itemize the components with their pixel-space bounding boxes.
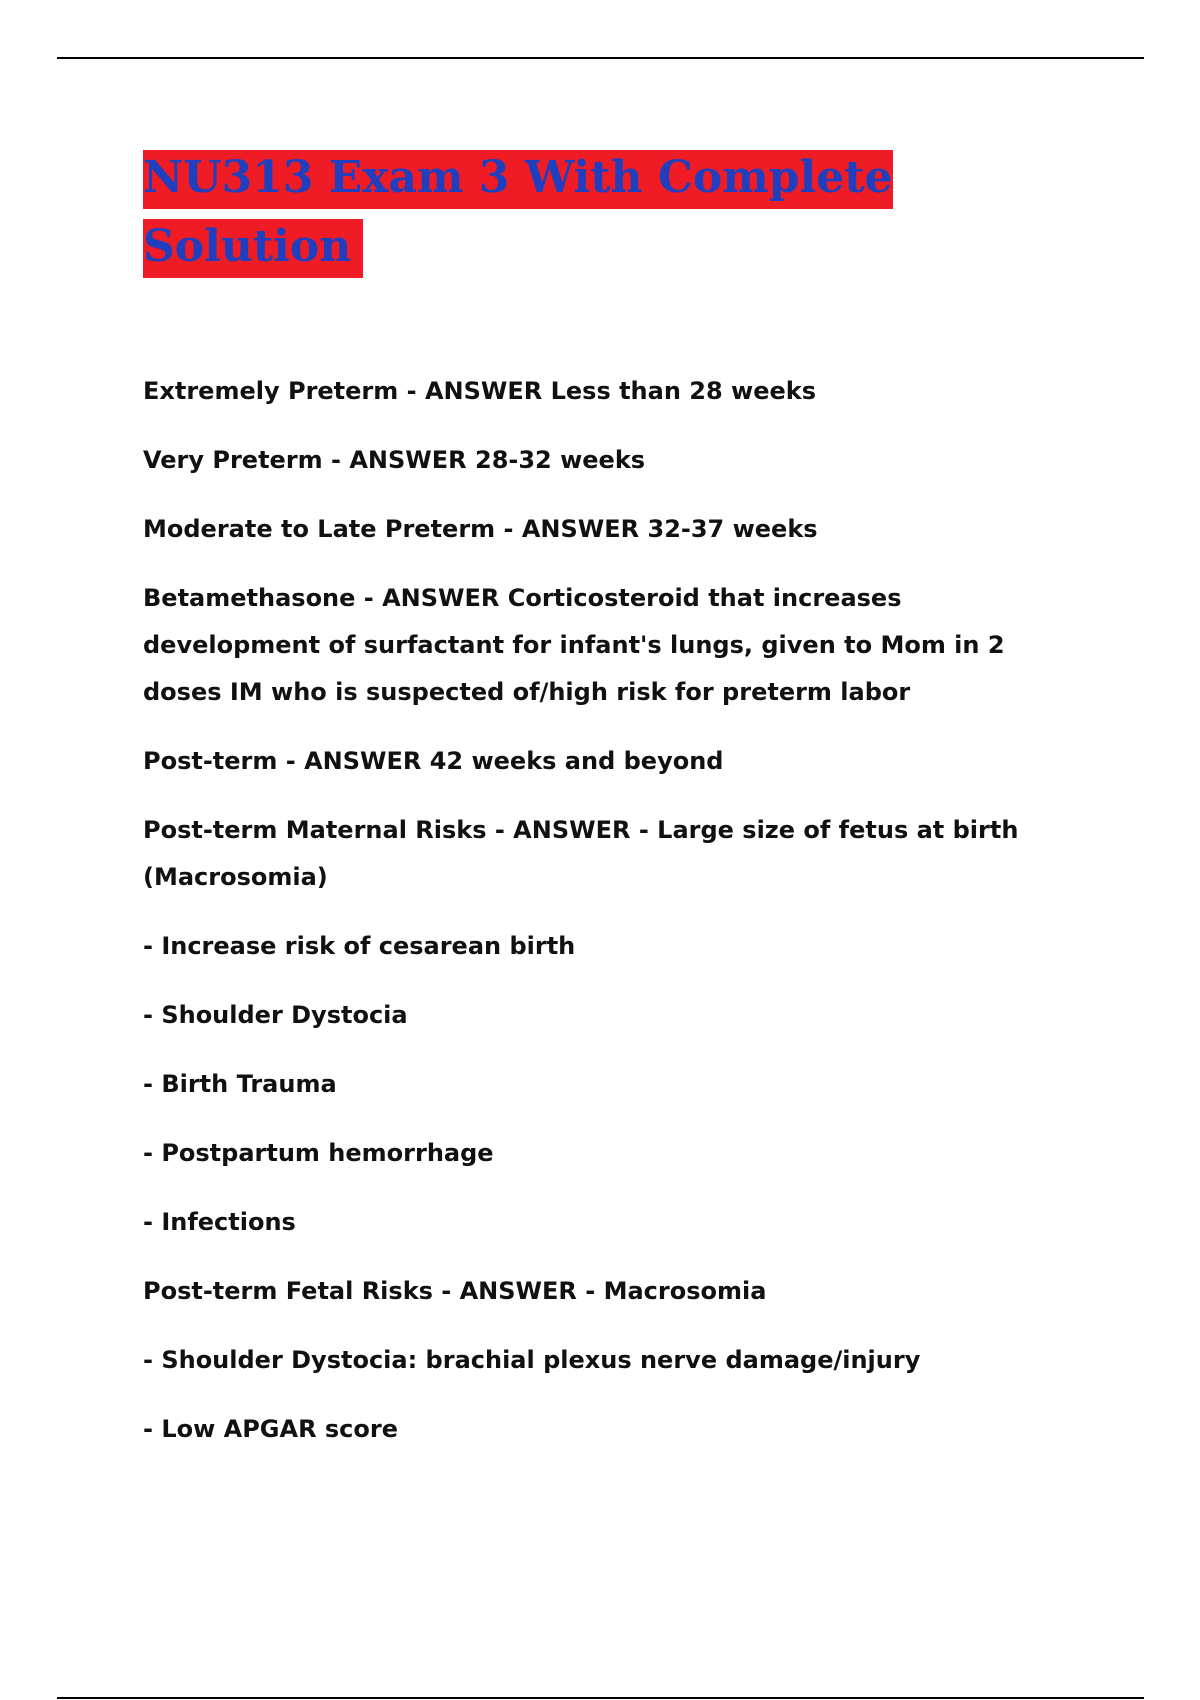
qa-entry: - Postpartum hemorrhage: [143, 1139, 494, 1167]
qa-entry: Very Preterm - ANSWER 28-32 weeks: [143, 446, 646, 474]
qa-entry: Post-term Fetal Risks - ANSWER - Macrosomia: [143, 1277, 767, 1305]
footer-rule: [57, 1697, 1144, 1699]
qa-entry: Extremely Preterm - ANSWER Less than 28 weeks: [143, 377, 817, 405]
qa-entry: - Shoulder Dystocia: [143, 1001, 408, 1029]
qa-entry: Moderate to Late Preterm - ANSWER 32-37 weeks: [143, 515, 818, 543]
qa-entry: - Infections: [143, 1208, 296, 1236]
qa-list: [143, 368, 1078, 1475]
qa-entry: - Increase risk of cesarean birth: [143, 932, 576, 960]
qa-entry: - Shoulder Dystocia: brachial plexus nerve damage/injury: [143, 1346, 921, 1374]
qa-entry: - Low APGAR score: [143, 1415, 399, 1443]
qa-entry: Betamethasone - ANSWER Corticosteroid that increases development of surfactant for infant's lungs, given to Mom in 2 doses IM who is suspected of/high risk for preterm labor: [143, 584, 1005, 706]
document-title-text: NU313 Exam 3 With Complete Solution: [143, 150, 893, 278]
qa-entry: - Birth Trauma: [143, 1070, 337, 1098]
document-title: [143, 143, 1023, 281]
qa-entry: Post-term - ANSWER 42 weeks and beyond: [143, 747, 724, 775]
qa-entry: Post-term Maternal Risks - ANSWER - Large size of fetus at birth (Macrosomia): [143, 816, 1019, 891]
header-rule: [57, 57, 1144, 59]
